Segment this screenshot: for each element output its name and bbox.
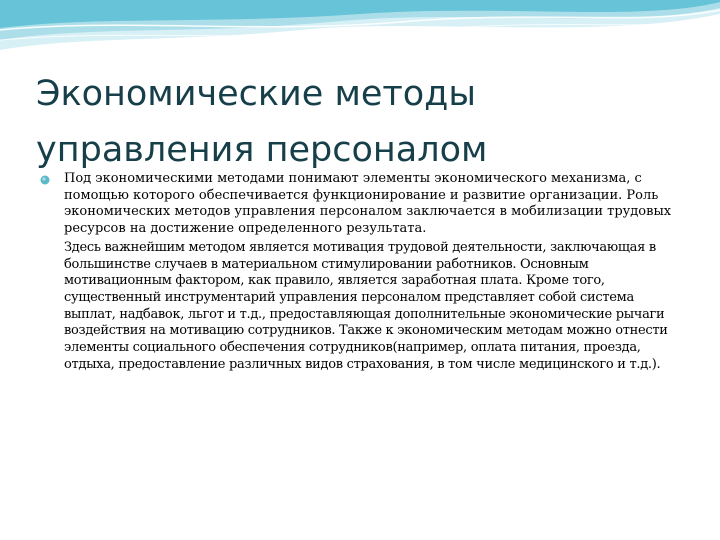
slide-body bbox=[46, 171, 686, 373]
paragraph-definition: Под экономическими методами понимают элементы экономического механизма, с помощью которого обеспечивается функционирование и развитие организации. Роль экономических методов управления персоналом заключается в мобилизации трудовых ресурсов на достижение определенного результата. bbox=[64, 171, 672, 237]
slide-title-line-2: управления персоналом bbox=[36, 130, 488, 170]
paragraph-motivation: Здесь важнейшим методом является мотивация трудовой деятельности, заключающая в большинстве случаев в материальном стимулировании работников. Основным мотивационным фактором, как правило, является заработная плата. Кроме того, существенный инструментарий управления персоналом представляет собой система выплат, надбавок, льгот и т.д., предоставляющая дополнительные экономические рычаги воздействия на мотивацию сотрудников. Также к экономическим методам можно отнести элементы социального обеспечения сотрудников(например, оплата питания, проезда, отдыха, предоставление различных видов страхования, в том числе медицинского и т.д.). bbox=[64, 239, 668, 372]
slide-title bbox=[36, 66, 696, 178]
slide-title-line-1: Экономические методы bbox=[36, 74, 477, 114]
header-wave-decoration bbox=[0, 0, 720, 60]
bullet-icon bbox=[40, 175, 50, 185]
